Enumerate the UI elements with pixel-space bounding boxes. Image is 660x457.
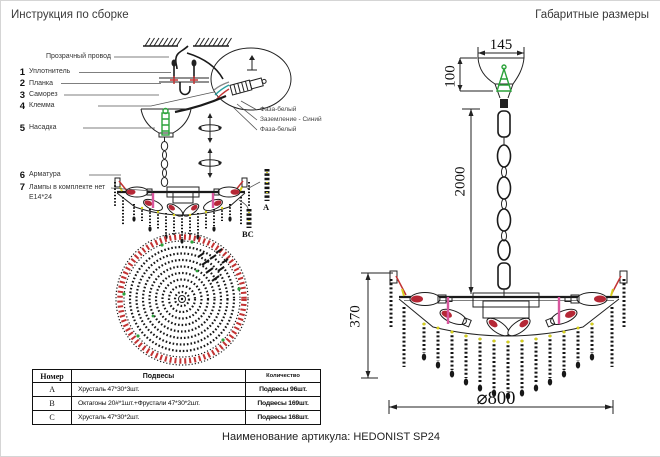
- article-name: Наименование артикула: HEDONIST SP24: [222, 431, 440, 443]
- row-a-quantity: Подвесы 96шт.: [246, 383, 321, 397]
- ceiling-hatch: [143, 38, 232, 46]
- row-b-quantity: Подвесы 169шт.: [246, 397, 321, 411]
- col-header-quantity: Количество: [246, 370, 321, 383]
- col-header-number: Номер: [33, 370, 72, 383]
- wire-tag-phase-1: Фаза-белый: [260, 106, 297, 113]
- label-transparent-wire: Прозрачный провод: [45, 53, 111, 60]
- part-label-lamps: Лампы в комплекте нет: [29, 183, 106, 191]
- chandelier-side-view: [115, 178, 249, 244]
- row-b-pendants: Октагоны 20#*1шт.+Фрустали 47*30*2шт.: [72, 397, 246, 411]
- part-number: 7: [19, 182, 25, 193]
- part-number: 5: [19, 122, 25, 134]
- part-label-bracket: Планка: [29, 79, 53, 87]
- table-row: [33, 397, 321, 411]
- pendants-table: [32, 369, 321, 425]
- dim-chain-length: 2000: [452, 166, 469, 197]
- chandelier-top-view: [116, 233, 248, 365]
- row-a-number: A: [33, 383, 72, 397]
- dim-canopy-width: 145: [489, 37, 513, 53]
- right-section-title: Габаритные размеры: [535, 9, 649, 21]
- canopy-and-nozzle: [141, 109, 191, 138]
- part-label-seal: Уплотнитель: [29, 68, 71, 75]
- row-c-pendants: Хрусталь 47*30*2шт.: [72, 411, 246, 425]
- chain-small: [161, 137, 167, 187]
- leader-lines: [61, 57, 257, 191]
- table-row: [33, 411, 321, 425]
- row-b-number: B: [33, 397, 72, 411]
- row-c-number: C: [33, 411, 72, 425]
- part-label-lamp-socket: E14*24: [29, 193, 52, 201]
- dim-diameter: ⌀800: [476, 389, 516, 409]
- dim-chain: [462, 109, 480, 294]
- col-header-pendants: Подвесы: [72, 370, 246, 383]
- part-number: 3: [19, 89, 25, 101]
- left-section-title: Инструкция по сборке: [11, 9, 129, 21]
- part-label-frame: Арматура: [29, 171, 61, 178]
- wire-tag-phase-2: Фаза-белый: [260, 126, 297, 133]
- row-c-quantity: Подвесы 168шт.: [246, 411, 321, 425]
- rotate-arrows-icon: [198, 113, 222, 178]
- transparent-wire: [176, 46, 223, 79]
- part-number: 6: [19, 169, 25, 181]
- table-row: [33, 383, 321, 397]
- wire-tag-ground: Заземление - Синий: [260, 116, 322, 123]
- part-number: 4: [19, 100, 25, 112]
- table-header-row: [33, 370, 321, 383]
- part-label-nozzle: Насадка: [29, 124, 57, 131]
- dim-body-height: 370: [347, 305, 364, 328]
- part-label-terminal: Клемма: [29, 102, 55, 109]
- part-number: 1: [19, 66, 25, 78]
- chain-large: [498, 99, 511, 297]
- mounting-hardware: [149, 60, 209, 95]
- chandelier-dimension-view: [390, 271, 627, 400]
- dim-canopy: [458, 47, 525, 98]
- detail-label-a: A: [263, 202, 270, 212]
- row-a-pendants: Хрусталь 47*30*3шт.: [72, 383, 246, 397]
- detail-label-bc: BC: [242, 229, 254, 239]
- part-label-screw: Саморез: [29, 91, 58, 98]
- part-number: 2: [19, 78, 25, 89]
- hook-icon: [180, 82, 190, 95]
- dim-canopy-height: 100: [442, 65, 459, 88]
